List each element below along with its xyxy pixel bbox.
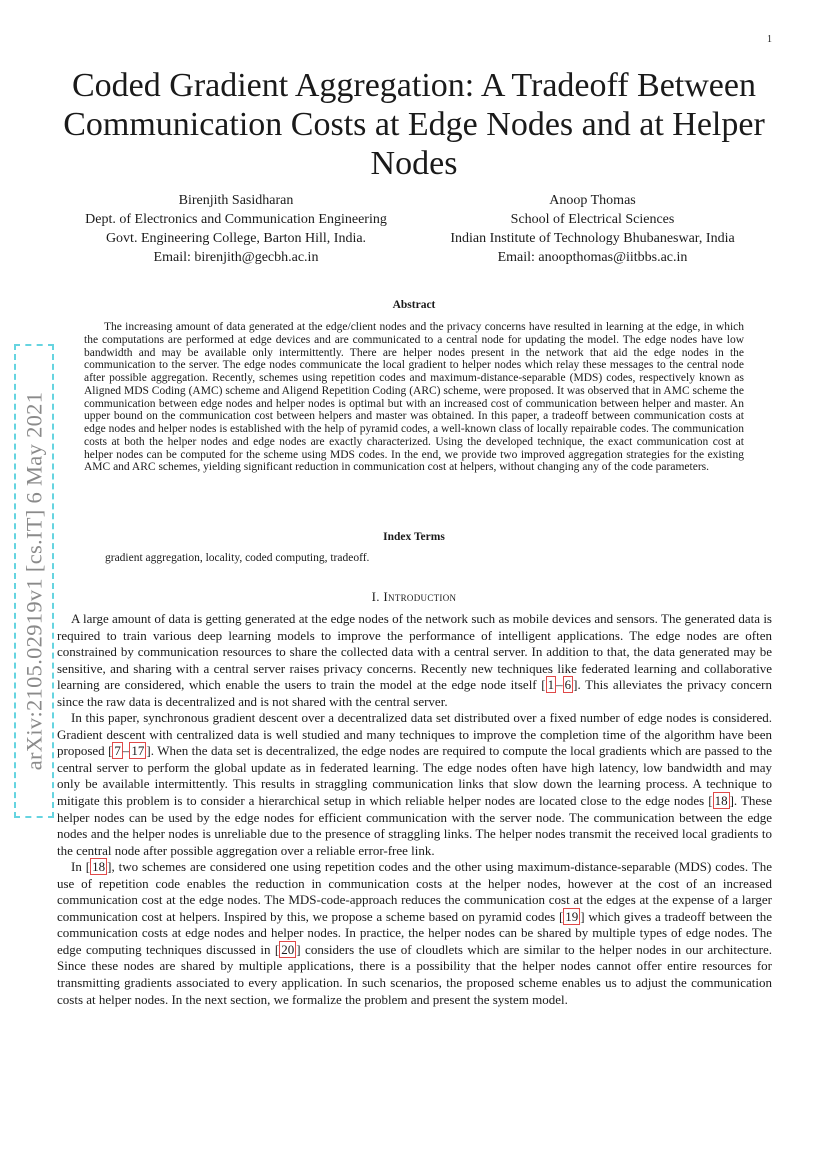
paragraph-text: A large amount of data is getting generated at the edge nodes of the network such as mobile devices and sensors. The generated data is required to train various deep learning models to improve the performance of intelligent applications. The edge nodes are often constrained by communication resources to share the collected data with a central server. In addition to that, the data generated may be sensitive, and sharing with a central server raises privacy concerns. Recently new techniques like federated learning and collaborative learning are considered, which enable the users to train the model at the edge node itself [ <box>57 611 772 693</box>
paragraph-text: – <box>556 677 563 693</box>
author-name: Anoop Thomas <box>549 193 636 208</box>
author-email: Email: anoopthomas@iitbbs.ac.in <box>497 250 688 265</box>
paragraph <box>57 859 772 1008</box>
author-block-2 <box>430 191 755 267</box>
arxiv-identifier-stamp <box>14 344 54 818</box>
paragraph-text: ] considers the use of cloudlets which are similar to the helper nodes in our architecture. Since these nodes are shared by multiple applications, there is a possibility that the helper nodes cannot offer entire resources for transmitting gradients associated to every application. In such scenarios, the proposed scheme enables us to adjust the communication costs at helper nodes. In the next section, we formalize the problem and present the system model. <box>57 941 772 1007</box>
paragraph-text: ]. This alleviates the privacy concern since the raw data is decentralized and is not shared with the central server. <box>57 677 772 709</box>
citation-link[interactable]: 18 <box>714 793 728 809</box>
section-heading <box>0 589 828 605</box>
citation-link[interactable]: 19 <box>565 908 579 924</box>
section-number: I. <box>371 589 380 604</box>
paper-title: Coded Gradient Aggregation: A Tradeoff Between Communication Costs at Edge Nodes and at Helper Nodes <box>63 67 765 182</box>
section-title: Introduction <box>383 589 457 604</box>
arxiv-identifier-text: arXiv:2105.02919v1 [cs.IT] 6 May 2021 <box>21 391 47 771</box>
paragraph-text: ]. These helper nodes can be used by the edge nodes for efficient communication with the server node. The communication between the edge nodes and the helper nodes is unreliable due to the presence of straggling links. The helper nodes transmit the received local gradients to the central node after possible aggregation over a reliable error-free link. <box>57 793 772 858</box>
paragraph <box>57 611 772 710</box>
citation-link[interactable]: 18 <box>92 859 106 875</box>
author-affiliation: Govt. Engineering College, Barton Hill, India. <box>105 231 367 246</box>
citation-link[interactable]: 17 <box>131 743 145 759</box>
paragraph-text: – <box>122 743 130 759</box>
author-name: Birenjith Sasidharan <box>178 193 294 208</box>
author-affiliation: Indian Institute of Technology Bhubaneswar, India <box>450 231 735 246</box>
abstract-text: The increasing amount of data generated at the edge/client nodes and the privacy concerns have resulted in learning at the edge, in which the computations are performed at edge devices and are communicated to a central node for updating the model. The edge nodes have low bandwidth and may be available only intermittently. There are helper nodes present in the network that aid the edge nodes in the communication to the server. The edge nodes communicate the local gradient to helper nodes which relay these messages to the central node after possible aggregation. Recently, schemes using repetition codes and maximum-distance-separable (MDS) codes, respectively known as Aligned MDS Coding (AMC) scheme and Aligend Repetition Coding (ARC) scheme, were proposed. It was observed that in AMC scheme the communication between edge nodes and helper nodes is optimal but with an increased cost of communication between helper and master. An upper bound on the communication cost between helpers and master was obtained. In this paper, a tradeoff between communication costs at edge nodes and helper nodes is established with the help of pyramid codes, a well-known class of locally repairable codes. The communication costs at both the helper nodes and edge nodes are exactly characterized. Using the developed technique, the exact communication cost at helper nodes can be computed for the scheme using MDS codes. In the end, we provide two improved aggregation strategies for the existing AMC and ARC schemes, yielding significant reduction in communication cost at helpers, without changing any of the code parameters. <box>84 321 744 474</box>
paragraph-text: ], two schemes are considered one using repetition codes and the other using maximum-distance-separable (MDS) codes. The use of repetition code enables the reduction in communication costs at the helper nodes, however at the cost of an increased communication cost at the edge nodes. The MDS-code-approach reduces the communication cost at the edges at the expense of a larger communication cost at helpers. Inspired by this, we propose a scheme based on pyramid codes [ <box>57 859 772 924</box>
index-terms-heading: Index Terms <box>383 531 445 543</box>
citation-link[interactable]: 6 <box>564 677 572 693</box>
introduction-body <box>57 611 772 1008</box>
author-department: School of Electrical Sciences <box>510 212 675 227</box>
paragraph <box>57 710 772 859</box>
author-department: Dept. of Electronics and Communication Engineering <box>85 212 387 227</box>
citation-link[interactable]: 7 <box>114 743 121 759</box>
paragraph-text: ]. When the data set is decentralized, the edge nodes are required to compute the local gradients which are passed to the central server to perform the global update as in federated learning. The edge nodes often have high latency, low bandwidth and may only be available intermittently. This results in straggling communication links that slow down the learning process. A technique to mitigate this problem is to consider a hierarchical setup in which reliable helper nodes are located close to the edge nodes [ <box>57 743 772 809</box>
abstract-heading: Abstract <box>392 299 436 311</box>
citation-link[interactable]: 1 <box>547 677 555 693</box>
page-number: 1 <box>767 34 772 45</box>
author-email: Email: birenjith@gecbh.ac.in <box>153 250 319 265</box>
paragraph-text: In this paper, synchronous gradient descent over a decentralized data set distributed over a fixed number of edge nodes is considered. Gradient descent with centralized data is well studied and many techniques to improve the completion time of the algorithm have been proposed [ <box>57 710 772 759</box>
index-terms-text: gradient aggregation, locality, coded computing, tradeoff. <box>105 552 370 564</box>
citation-link[interactable]: 20 <box>281 941 295 957</box>
paragraph-text: In [ <box>71 859 91 875</box>
author-block-1 <box>66 191 406 267</box>
paragraph-text: ] which gives a tradeoff between the communication costs at edge nodes and helper nodes. In practice, the helper nodes can be shared by multiple types of edge nodes. The edge computing techniques discussed in [ <box>57 908 773 957</box>
